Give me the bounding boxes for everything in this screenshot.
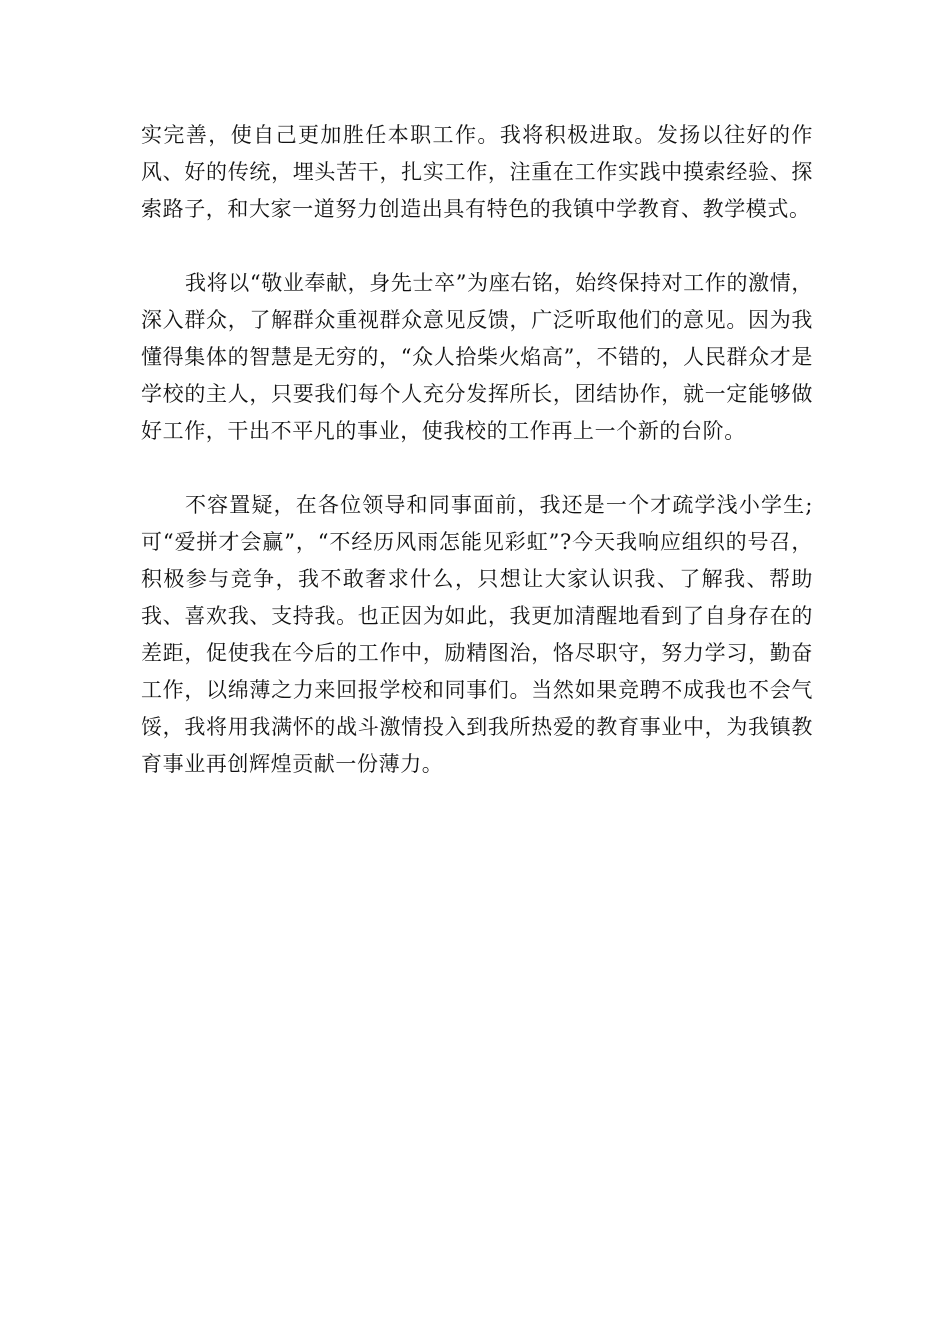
paragraph-1: 实完善，使自己更加胜任本职工作。我将积极进取。发扬以往好的作风、好的传统，埋头苦干，扎实工作，注重在工作实践中摸索经验、探索路子，和大家一道努力创造出具有特色的我镇中学教育、教学模式。 [141,123,813,221]
document-body [141,117,813,820]
paragraph-3: 不容置疑，在各位领导和同事面前，我还是一个才疏学浅小学生;可“爱拼才会赢”，“不经历风雨怎能见彩虹”?今天我响应组织的号召，积极参与竞争，我不敢奢求什么，只想让大家认识我、了解我、帮助我、喜欢我、支持我。也正因为如此，我更加清醒地看到了自身存在的差距，促使我在今后的工作中，励精图治，恪尽职守，努力学习，勤奋工作，以绵薄之力来回报学校和同事们。当然如果竞聘不成我也不会气馁，我将用我满怀的战斗激情投入到我所热爱的教育事业中，为我镇教育事业再创辉煌贡献一份薄力。 [141,493,813,776]
paragraph-2: 我将以“敬业奉献，身先士卒”为座右铭，始终保持对工作的激情，深入群众，了解群众重视群众意见反馈，广泛听取他们的意见。因为我懂得集体的智慧是无穷的，“众人拾柴火焰高”，不错的，人民群众才是学校的主人，只要我们每个人充分发挥所长，团结协作，就一定能够做好工作，干出不平凡的事业，使我校的工作再上一个新的台阶。 [141,271,813,443]
